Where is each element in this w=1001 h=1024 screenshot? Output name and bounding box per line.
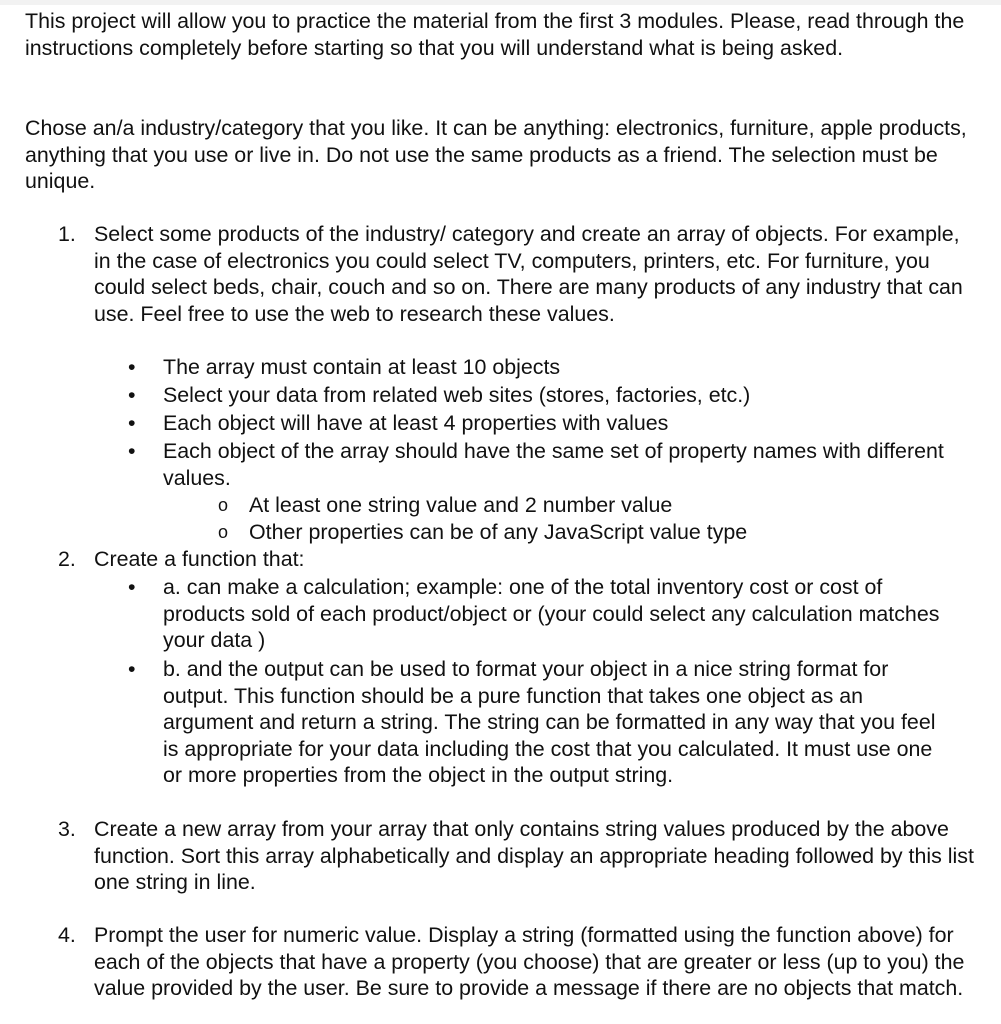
- sub-bullet-circle-icon: o: [218, 522, 229, 542]
- bullet-dot-icon: •: [128, 439, 136, 463]
- bullet-dot-icon: •: [128, 575, 136, 599]
- sub-bullet-text: Other properties can be of any JavaScript value type: [249, 520, 748, 544]
- list-item-text: Create a new array from your array that only contains string values produced by the above function. Sort this array alphabetically and display an appropriate heading followed by this list one string in line.: [94, 817, 974, 895]
- list-item-text: Create a function that:: [94, 547, 305, 571]
- bullet-dot-icon: •: [128, 355, 136, 379]
- bullet-text: b. and the output can be used to format your object in a nice string format for output. This function should be a pure function that takes one object as an argument and return a string. The string can be formatted in any way that you feel is appropriate for your data including the cost that you calculated. It must use one or more properties from the object in the output string.: [163, 657, 936, 788]
- top-divider: [0, 0, 1001, 5]
- bullet-dot-icon: •: [128, 383, 136, 407]
- sub-bullet-circle-icon: o: [218, 495, 229, 515]
- sub-bullet-text: At least one string value and 2 number value: [249, 493, 673, 517]
- bullet-text: a. can make a calculation; example: one of the total inventory cost or cost of products sold of each product/object or (your could select any calculation matches your data ): [163, 575, 940, 653]
- list-number: 4.: [58, 923, 76, 947]
- bullet-text: The array must contain at least 10 objects: [163, 355, 561, 379]
- bullet-dot-icon: •: [128, 411, 136, 435]
- bullet-text: Each object will have at least 4 properties with values: [163, 411, 669, 435]
- bullet-dot-icon: •: [128, 657, 136, 681]
- list-item-text: Prompt the user for numeric value. Display a string (formatted using the function above) for each of the objects that have a property (you choose) that are greater or less (up to you) the value provided by the user. Be sure to provide a message if there are no objects that match.: [94, 923, 965, 1001]
- list-item-text: Select some products of the industry/ category and create an array of objects. For example, in the case of electronics you could select TV, computers, printers, etc. For furniture, you could select beds, chair, couch and so on. There are many products of any industry that can use. Feel free to use the web to research these values.: [94, 222, 963, 326]
- intro-paragraph-2: Chose an/a industry/category that you like. It can be anything: electronics, furniture, apple products, anything that you use or live in. Do not use the same products as a friend. The selection must be unique.: [25, 116, 967, 194]
- list-number: 1.: [58, 222, 76, 246]
- bullet-text: Each object of the array should have the same set of property names with different values.: [163, 439, 944, 490]
- intro-paragraph-1: This project will allow you to practice the material from the first 3 modules. Please, read through the instructions completely before starting so that you will understand what is being asked.: [25, 9, 965, 60]
- bullet-text: Select your data from related web sites (stores, factories, etc.): [163, 383, 751, 407]
- list-number: 3.: [58, 817, 76, 841]
- list-number: 2.: [58, 547, 76, 571]
